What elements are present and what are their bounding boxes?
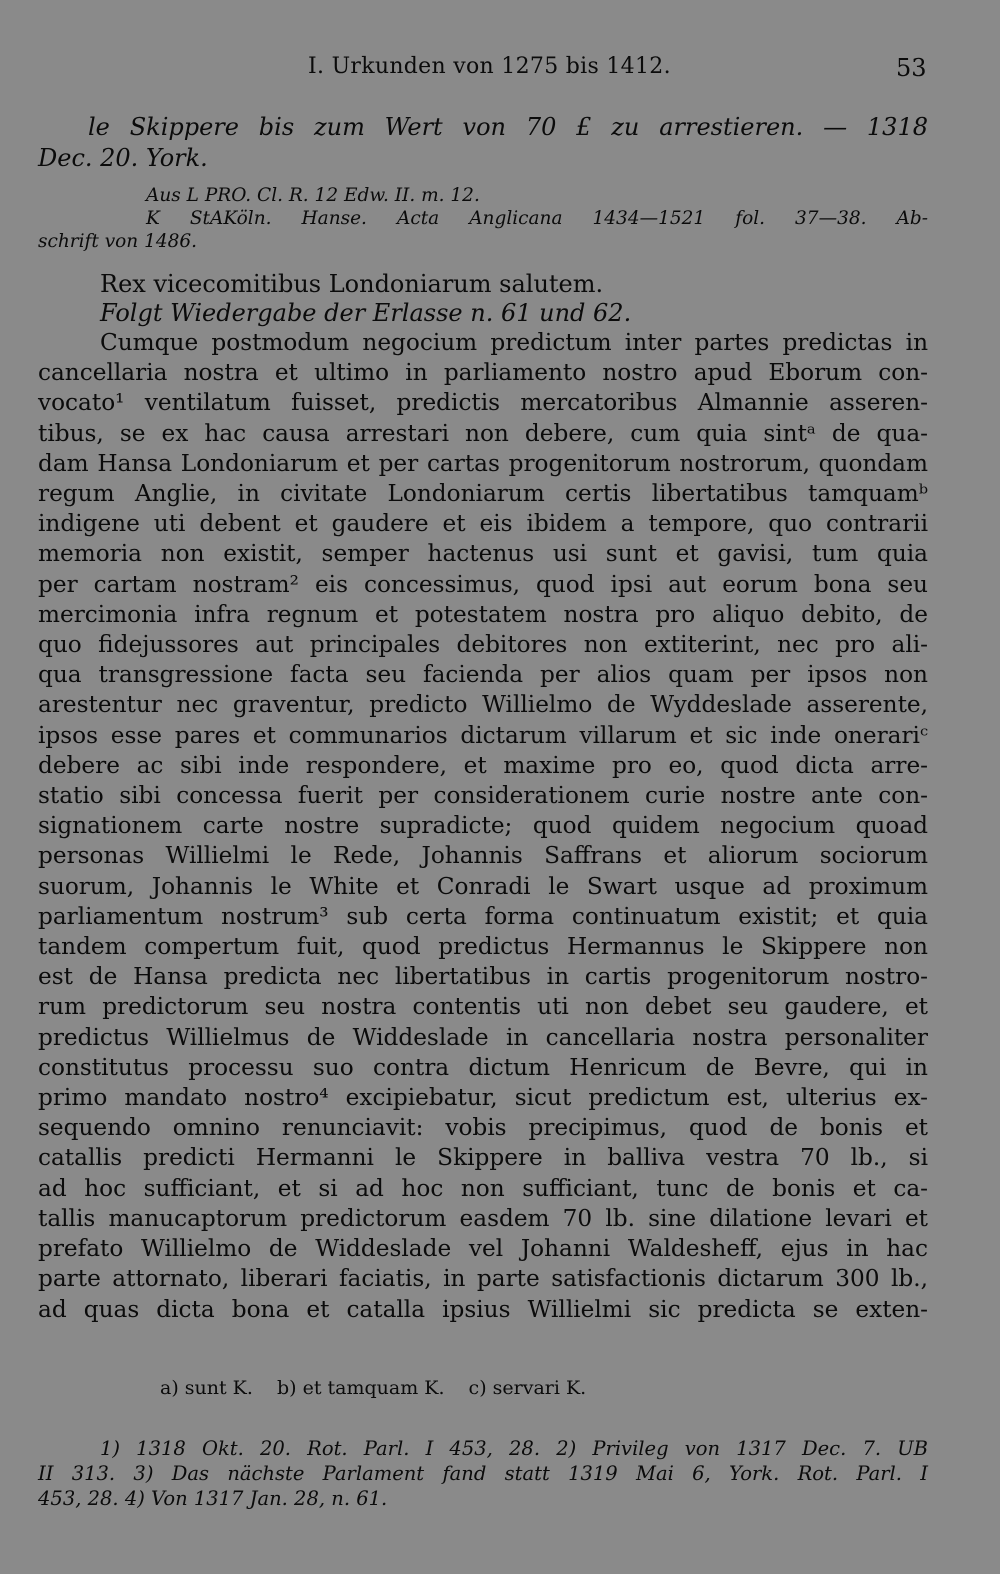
page-header bbox=[0, 48, 1000, 88]
page-number: 53 bbox=[896, 54, 927, 82]
text-line: predictus Willielmus de Widdeslade in cancellaria nostra personaliter bbox=[38, 1023, 928, 1051]
text-line: parliamentum nostrum³ sub certa forma continuatum existit; et quia bbox=[38, 902, 928, 930]
source-line: schrift von 1486. bbox=[38, 231, 198, 252]
footnotes bbox=[38, 1436, 928, 1511]
regest-title-line: le Skippere bis zum Wert von 70 £ zu arrestieren. — 1318 bbox=[88, 113, 928, 141]
footnote-line: 1) 1318 Okt. 20. Rot. Parl. I 453, 28. 2) Privileg von 1317 Dec. 7. UB bbox=[100, 1437, 928, 1460]
text-line: ad quas dicta bona et catalla ipsius Willielmi sic predicta se exten- bbox=[38, 1295, 928, 1323]
text-line: indigene uti debent et gaudere et eis ibidem a tempore, quo contrarii bbox=[38, 510, 928, 538]
text-line: cancellaria nostra et ultimo in parliamento nostro apud Eborum con- bbox=[38, 359, 928, 387]
document-body bbox=[38, 112, 928, 1325]
variant-note: c) servari K. bbox=[468, 1377, 587, 1399]
text-line: Cumque postmodum negocium predictum inter partes predictas in bbox=[100, 329, 928, 356]
footnote-line: II 313. 3) Das nächste Parlament fand statt 1319 Mai 6, York. Rot. Parl. I bbox=[38, 1462, 928, 1485]
text-line: est de Hansa predicta nec libertatibus in cartis progenitorum nostro- bbox=[38, 963, 928, 991]
variant-readings bbox=[160, 1377, 604, 1399]
text-line: dam Hansa Londoniarum et per cartas progenitorum nostrorum, quondam bbox=[38, 449, 928, 477]
text-line: tandem compertum fuit, quod predictus Hermannus le Skippere non bbox=[38, 933, 928, 961]
text-line: ipsos esse pares et communarios dictarum villarum et sic inde onerariᶜ bbox=[38, 721, 928, 749]
text-line: rum predictorum seu nostra contentis uti non debet seu gaudere, et bbox=[38, 993, 928, 1021]
text-line: qua transgressione facta seu facienda per alios quam per ipsos non bbox=[38, 661, 928, 689]
text-line: vocato¹ ventilatum fuisset, predictis mercatoribus Almannie asseren- bbox=[38, 389, 928, 417]
salutation: Rex vicecomitibus Londoniarum salutem. bbox=[100, 270, 604, 298]
text-line: quo fidejussores aut principales debitores non extiterint, nec pro ali- bbox=[38, 631, 928, 659]
text-line: ad hoc sufficiant, et si ad hoc non sufficiant, tunc de bonis et ca- bbox=[38, 1174, 928, 1202]
variant-note: b) et tamquam K. bbox=[276, 1377, 445, 1399]
text-line: personas Willielmi le Rede, Johannis Saffrans et aliorum sociorum bbox=[38, 842, 928, 870]
regest-title-line: Dec. 20. York. bbox=[38, 144, 208, 172]
text-line: parte attornato, liberari faciatis, in parte satisfactionis dictarum 300 lb., bbox=[38, 1265, 928, 1293]
text-line: sequendo omnino renunciavit: vobis precipimus, quod de bonis et bbox=[38, 1114, 928, 1142]
text-line: catallis predicti Hermanni le Skippere in balliva vestra 70 lb., si bbox=[38, 1144, 928, 1172]
text-line: tibus, se ex hac causa arrestari non debere, cum quia sintᵃ de qua- bbox=[38, 419, 928, 447]
text-line: memoria non existit, semper hactenus usi sunt et gavisi, tum quia bbox=[38, 540, 928, 568]
text-line: debere ac sibi inde respondere, et maxime pro eo, quod dicta arre- bbox=[38, 751, 928, 779]
text-line: tallis manucaptorum predictorum easdem 70 lb. sine dilatione levari et bbox=[38, 1204, 928, 1232]
editorial-note: Folgt Wiedergabe der Erlasse n. 61 und 62. bbox=[100, 299, 632, 327]
text-line: arestentur nec graventur, predicto Willielmo de Wyddeslade asserente, bbox=[38, 691, 928, 719]
text-line: per cartam nostram² eis concessimus, quod ipsi aut eorum bona seu bbox=[38, 570, 928, 598]
text-line: statio sibi concessa fuerit per considerationem curie nostre ante con- bbox=[38, 782, 928, 810]
source-line: Aus L PRO. Cl. R. 12 Edw. II. m. 12. bbox=[146, 185, 480, 206]
text-line: signationem carte nostre supradicte; quod quidem negocium quoad bbox=[38, 812, 928, 840]
text-line: primo mandato nostro⁴ excipiebatur, sicut predictum est, ulterius ex- bbox=[38, 1084, 928, 1112]
source-line: K StAKöln. Hanse. Acta Anglicana 1434—1521 fol. 37—38. Ab- bbox=[146, 208, 928, 229]
text-line: mercimonia infra regnum et potestatem nostra pro aliquo debito, de bbox=[38, 600, 928, 628]
variant-note: a) sunt K. bbox=[160, 1377, 253, 1399]
text-line: suorum, Johannis le White et Conradi le Swart usque ad proximum bbox=[38, 872, 928, 900]
footnote-line: 453, 28. 4) Von 1317 Jan. 28, n. 61. bbox=[38, 1487, 388, 1510]
running-title: I. Urkunden von 1275 bis 1412. bbox=[308, 54, 671, 79]
text-line: regum Anglie, in civitate Londoniarum certis libertatibus tamquamᵇ bbox=[38, 480, 928, 508]
text-line: prefato Willielmo de Widdeslade vel Johanni Waldesheff, ejus in hac bbox=[38, 1235, 928, 1263]
text-line: constitutus processu suo contra dictum Henricum de Bevre, qui in bbox=[38, 1053, 928, 1081]
